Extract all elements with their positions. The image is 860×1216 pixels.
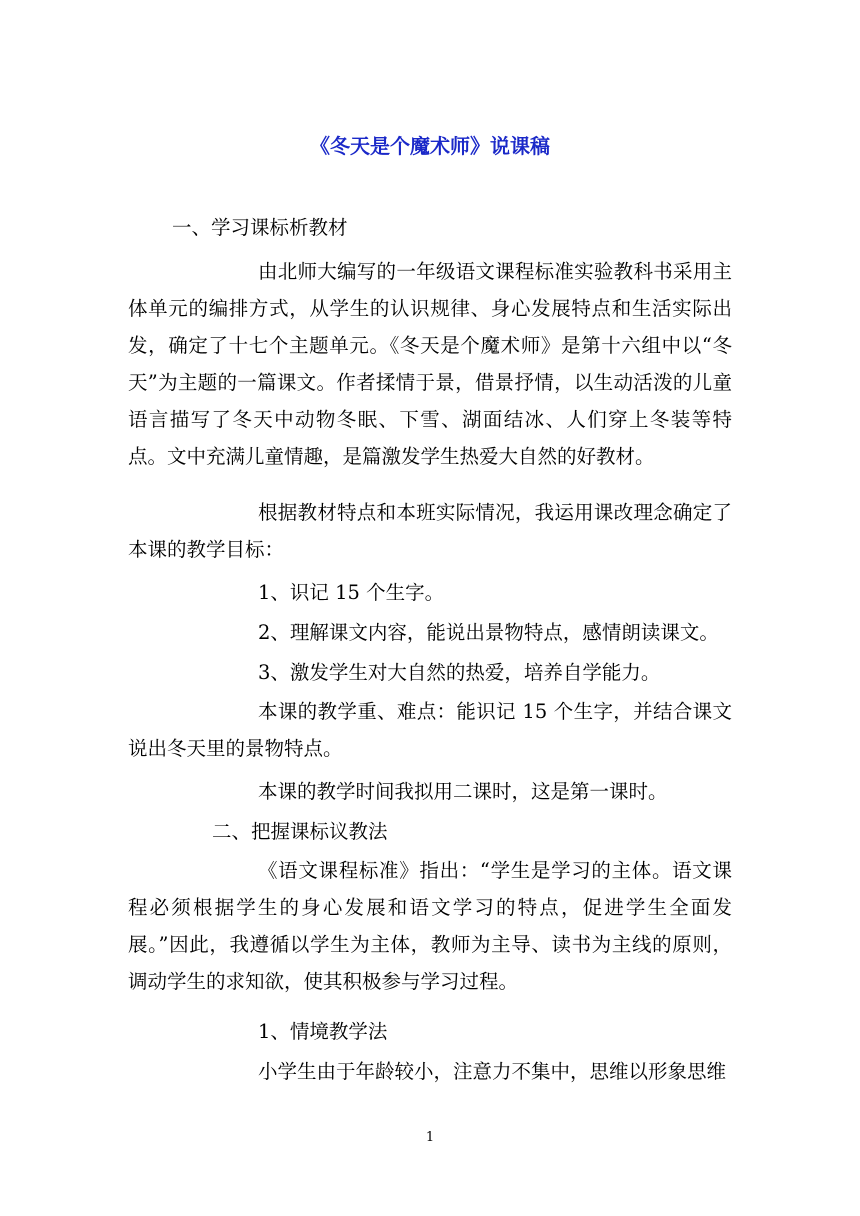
goal-item-1: 1、识记 15 个生字。 bbox=[258, 581, 445, 604]
document-title: 《冬天是个魔术师》说课稿 bbox=[310, 134, 550, 158]
paragraph-situational-teaching: 小学生由于年龄较小，注意力不集中，思维以形象思维 bbox=[258, 1060, 727, 1083]
paragraph-textbook-analysis: 由北师大编写的一年级语文课程标准实验教科书采用主体单元的编排方式，从学生的认识规律、身心发展特点和生活实际出发，确定了十七个主题单元。《冬天是个魔术师》是第十六组中以“冬天”为主题的一篇课文。作者揉情于景，借景抒情，以生动活泼的儿童语言描写了冬天中动物冬眠、下雪、湖面结冰、人们穿上冬装等特点。文中充满儿童情趣，是篇激发学生热爱大自然的好教材。 bbox=[128, 260, 732, 468]
paragraph-curriculum-standard: 《语文课程标准》指出：“学生是学习的主体。语文课程必须根据学生的身心发展和语文学习的特点，促进学生全面发展。”因此，我遵循以学生为主体，教师为主导、读书为主线的原则，调动学生的求知欲，使其积极参与学习过程。 bbox=[128, 859, 732, 993]
page-number: 1 bbox=[425, 1130, 435, 1145]
paragraph-key-points: 本课的教学重、难点：能识记 15 个生字，并结合课文说出冬天里的景物特点。 bbox=[128, 700, 732, 760]
goal-item-2: 2、理解课文内容，能说出景物特点，感情朗读课文。 bbox=[258, 621, 719, 644]
section-heading-2: 二、把握课标议教法 bbox=[212, 820, 388, 843]
goal-item-3: 3、激发学生对大自然的热爱，培养自学能力。 bbox=[258, 661, 661, 684]
section-heading-1: 一、学习课标析教材 bbox=[172, 216, 348, 239]
method-heading-1: 1、情境教学法 bbox=[258, 1020, 388, 1043]
paragraph-teaching-time: 本课的教学时间我拟用二课时，这是第一课时。 bbox=[258, 780, 668, 803]
paragraph-teaching-goals-intro: 根据教材特点和本班实际情况，我运用课改理念确定了本课的教学目标： bbox=[128, 501, 732, 561]
